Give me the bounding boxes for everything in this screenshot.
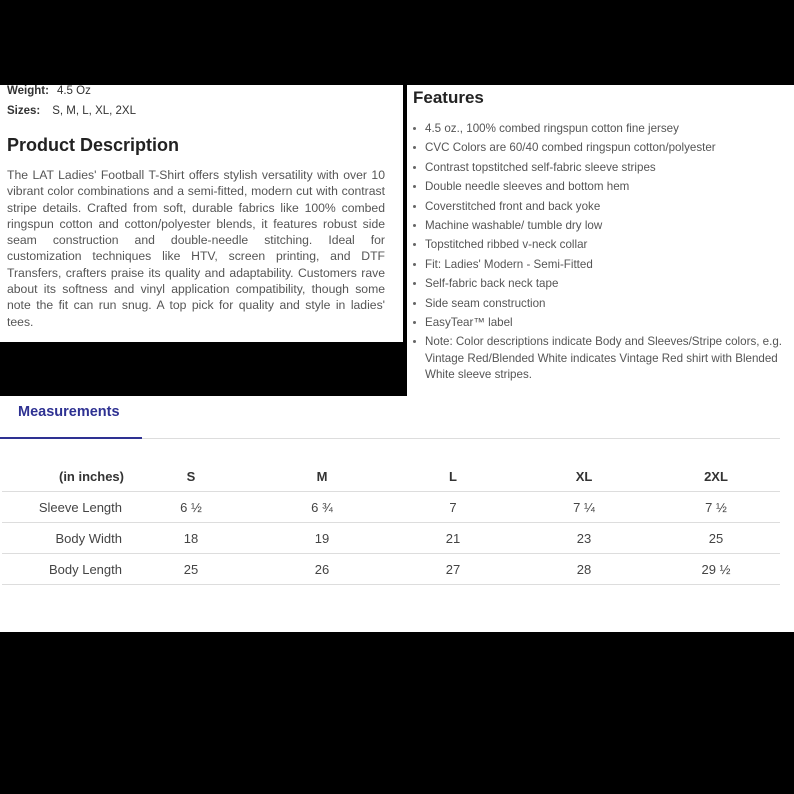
row-label: Body Width: [2, 523, 128, 554]
feature-item: Double needle sleeves and bottom hem: [410, 177, 790, 196]
table-row: [2, 554, 780, 585]
table-cell: 6 ¾: [254, 492, 390, 523]
table-cell: 6 ½: [128, 492, 254, 523]
sizes-label: Sizes:: [7, 105, 41, 117]
table-header-row: [2, 461, 780, 492]
table-row: [2, 523, 780, 554]
features-title: Features: [413, 88, 484, 107]
table-cell: 7 ½: [652, 492, 780, 523]
column-header: XL: [516, 461, 652, 492]
feature-item: Coverstitched front and back yoke: [410, 197, 790, 216]
feature-item: 4.5 oz., 100% combed ringspun cotton fine jersey: [410, 119, 790, 138]
table-cell: 25: [128, 554, 254, 585]
table-cell: 28: [516, 554, 652, 585]
feature-item: EasyTear™ label: [410, 313, 790, 332]
table-cell: 18: [128, 523, 254, 554]
tab-active-indicator: [0, 437, 142, 439]
table-cell: 23: [516, 523, 652, 554]
product-description-title: Product Description: [7, 135, 180, 155]
feature-item: Contrast topstitched self-fabric sleeve stripes: [410, 158, 790, 177]
table-cell: 21: [390, 523, 516, 554]
feature-item: Machine washable/ tumble dry low: [410, 216, 790, 235]
table-cell: 19: [254, 523, 390, 554]
table-cell: 7: [390, 492, 516, 523]
feature-item: Fit: Ladies' Modern - Semi-Fitted: [410, 255, 790, 274]
measurements-panel: [0, 396, 794, 632]
feature-item: Topstitched ribbed v-neck collar: [410, 235, 790, 254]
table-cell: 25: [652, 523, 780, 554]
measurements-table: [2, 461, 780, 585]
column-header: 2XL: [652, 461, 780, 492]
table-row: [2, 492, 780, 523]
weight-label: Weight:: [7, 85, 49, 97]
table-cell: 26: [254, 554, 390, 585]
sizes-value: S, M, L, XL, 2XL: [52, 105, 136, 117]
weight-value: 4.5 Oz: [56, 85, 91, 97]
table-cell: 7 ¼: [516, 492, 652, 523]
feature-note: Note: Color descriptions indicate Body and Sleeves/Stripe colors, e.g. Vintage Red/Blended White indicates Vintage Red shirt with Blended White sleeve stripes.: [410, 332, 790, 383]
feature-item: Self-fabric back neck tape: [410, 274, 790, 293]
feature-item: CVC Colors are 60/40 combed ringspun cotton/polyester: [410, 138, 790, 157]
features-list: [410, 119, 790, 384]
tab-measurements[interactable]: Measurements: [18, 404, 120, 420]
table-cell: 27: [390, 554, 516, 585]
features-panel: [407, 85, 794, 396]
column-header: M: [254, 461, 390, 492]
sizes-spec: [7, 105, 136, 117]
product-description-text: The LAT Ladies' Football T-Shirt offers stylish versatility with over 10 vibrant color combinations and a semi-fitted, modern cut with contrast stripe details. Crafted from soft, durable fabrics like 100% combed ringspun cotton and cotton/polyester blends, it features robust side seam construction and double-needle stitching. Ideal for customization techniques like HTV, screen printing, and DTF Transfers, crafters praise its quality and adaptability. Customers rave about its softness and vinyl application compatibility, though some note the fit can run snug. A top pick for quality and style in ladies' tees.: [7, 168, 385, 329]
weight-spec: [7, 85, 91, 97]
feature-item: Side seam construction: [410, 294, 790, 313]
row-label: Body Length: [2, 554, 128, 585]
table-cell: 29 ½: [652, 554, 780, 585]
column-header: S: [128, 461, 254, 492]
product-info-panel: [0, 85, 403, 342]
column-header: L: [390, 461, 516, 492]
tab-divider: [142, 438, 780, 439]
row-label: Sleeve Length: [2, 492, 128, 523]
column-header: (in inches): [2, 461, 128, 492]
